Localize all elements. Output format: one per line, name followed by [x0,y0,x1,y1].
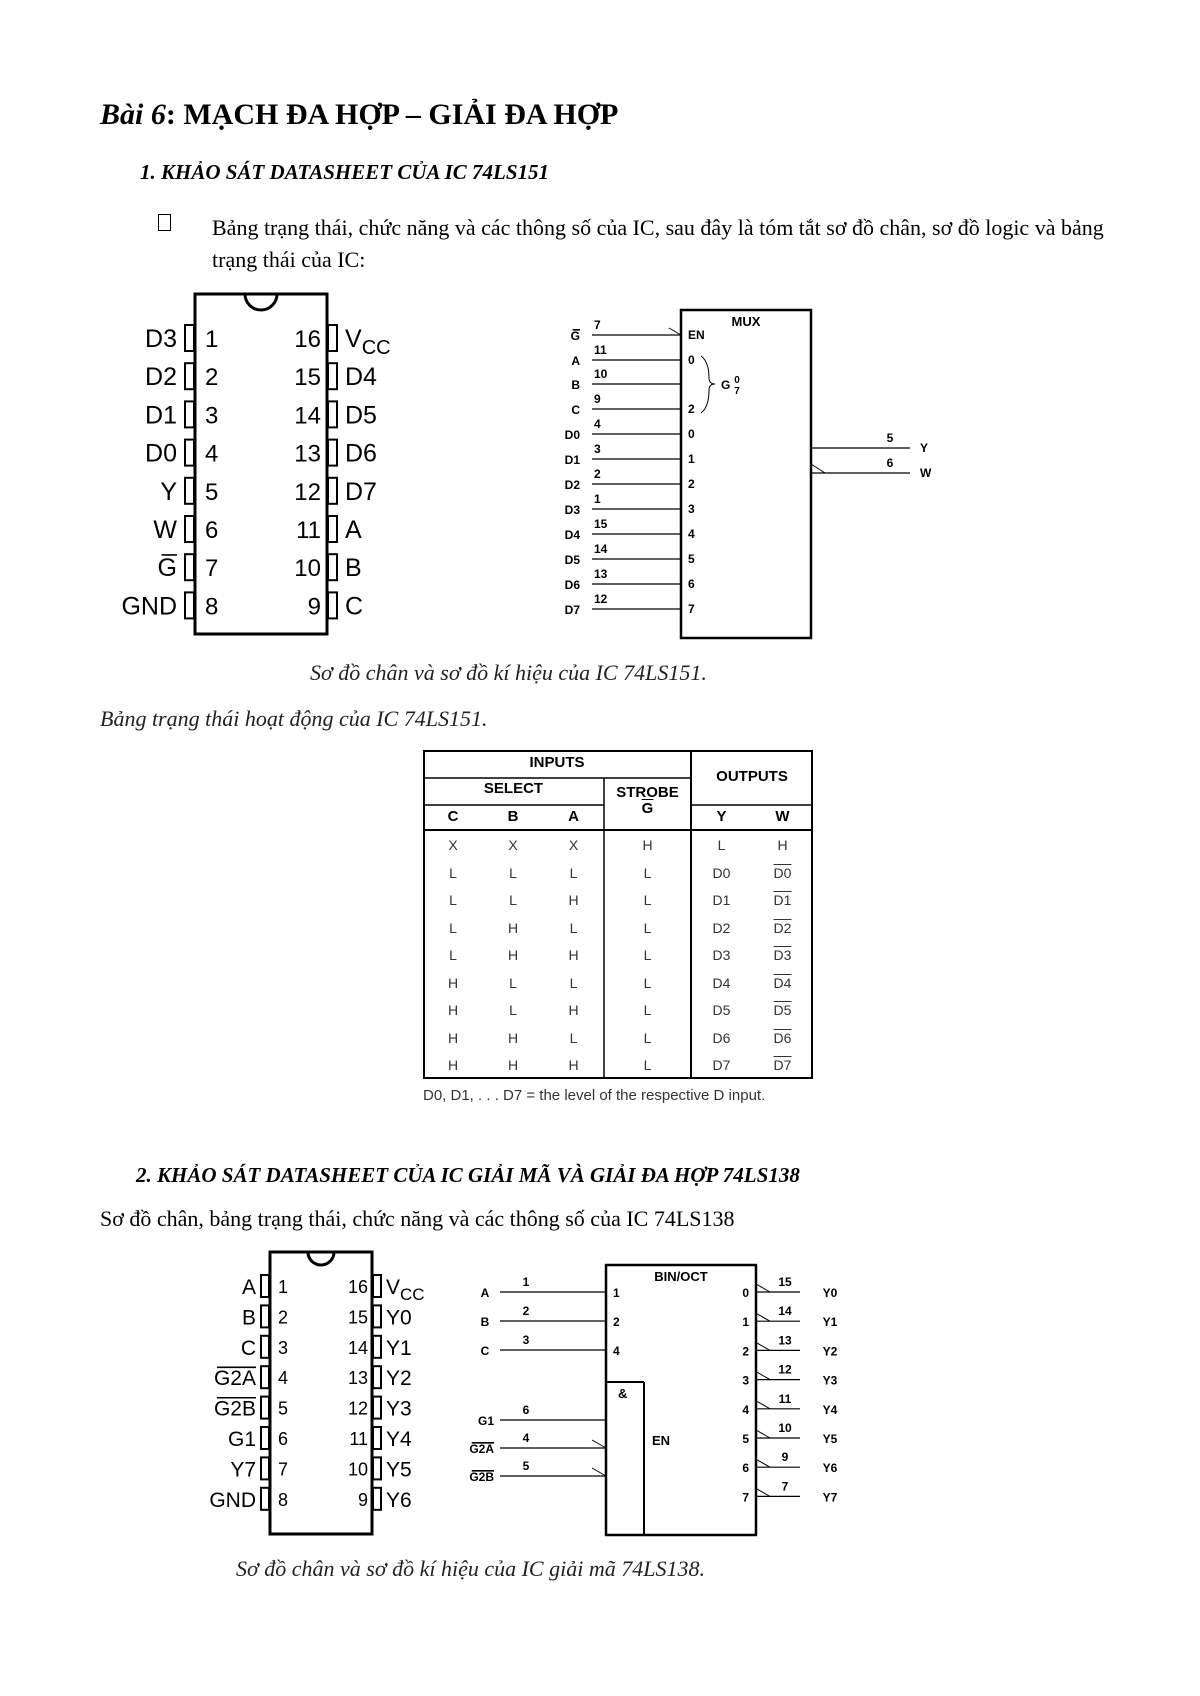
input-pin-number: 3 [594,442,601,456]
output-pin-number: 15 [778,1275,792,1289]
output-label-y2: Y2 [822,1344,838,1359]
negation-marker [669,328,681,335]
pin-number: 9 [357,1489,368,1510]
section1-paragraph: Bảng trạng thái, chức năng và các thông số của IC, sau đây là tóm tắt sơ đồ chân, sơ đồ logic và bảng trạng thái của IC: [212,215,1104,272]
output-inner-label: 3 [742,1373,749,1388]
title-label: Bài 6 [100,98,166,131]
input-label-b: B [571,378,580,392]
input-pin-number: 10 [594,367,608,381]
pin-stub [328,401,337,427]
pin-name-vcc-sub: CC [400,1285,425,1304]
mux-block [681,310,811,638]
output-label-y1: Y1 [822,1315,838,1330]
input-pin-number: 13 [594,567,608,581]
pin-number: 12 [294,478,321,506]
pin-stub [261,1427,269,1449]
output-pin-number: 14 [778,1304,792,1319]
output-pin-number: 13 [778,1333,792,1348]
enable-pin-number: 5 [522,1459,530,1473]
pin-name-gnd: GND [209,1488,256,1512]
pin-name-d6: D6 [345,439,377,468]
input-inner-label: 2 [613,1315,620,1329]
pin-number: 4 [278,1368,289,1389]
input-label-d7: D7 [564,603,580,617]
pin-number: 5 [278,1398,289,1419]
table-cell: D7 [773,1057,792,1073]
pin-number: 6 [205,517,219,544]
output-pin-number: 11 [778,1391,792,1406]
input-inner-label: 7 [688,602,695,616]
pin-name-vcc: $V_{CC}$ [345,325,391,359]
table-cell: H [447,1057,459,1073]
input-pin-number: 2 [522,1304,530,1318]
pin-name-y0: Y0 [386,1306,412,1330]
table-cell: L [643,1029,652,1046]
pin-number: 14 [347,1337,368,1358]
table-cell: L [643,919,652,936]
pin-stub [373,1275,381,1297]
pin-number: 11 [296,517,321,544]
table-cell: L [569,1029,578,1046]
and-label: & [618,1386,628,1401]
pin-stub [373,1336,381,1358]
enable-label-g1: G1 [477,1414,494,1428]
pin-number: 11 [349,1429,368,1449]
ic151-pinout-diagram [100,292,440,647]
table-cell: H [447,1002,459,1018]
enable-pin-number: 4 [522,1431,530,1445]
section1-heading: 1. KHẢO SÁT DATASHEET CỦA IC 74LS151 [140,160,550,184]
pin-number: 1 [205,326,219,353]
input-label-c: C [571,403,580,417]
pin-name-d3: D3 [145,325,177,353]
input-label-d3: D3 [564,503,580,517]
output-label-y0: Y0 [822,1286,838,1300]
table-cell: X [448,837,458,853]
pin-stub [373,1366,381,1388]
table-cell: L [717,837,726,853]
select-header: SELECT [483,780,544,797]
pin-stub [185,325,194,351]
ic138-pinout-diagram [185,1250,455,1540]
output-inner-label: 2 [742,1344,749,1359]
pin-stub [185,516,194,542]
table-cell: L [449,864,457,881]
input-pin-number: 1 [594,492,601,506]
table-cell: D3 [712,947,731,963]
table-caption: Bảng trạng thái hoạt động của IC 74LS151. [100,706,488,731]
input-label-a: A [571,354,580,368]
output-inner-label: 4 [742,1402,749,1417]
input-pin-number: 7 [594,318,601,332]
input-pin-number: 2 [594,467,601,481]
pin-number: 10 [347,1459,368,1480]
table-cell: L [449,947,457,963]
input-pin-number: 3 [522,1333,530,1347]
pin-stub [373,1427,381,1449]
pin-number: 16 [347,1277,368,1297]
table-cell: D1 [712,892,731,908]
table-cell: D6 [712,1029,731,1046]
table-cell: X [508,837,518,853]
section2-paragraph: Sơ đồ chân, bảng trạng thái, chức năng và các thông số của IC 74LS138 [100,1206,735,1231]
table-cell: D4 [712,974,731,991]
pin-name-g2a: G2A [213,1367,256,1391]
table-cell: H [447,974,459,991]
input-label-a: A [480,1286,490,1300]
input-pin-number: 9 [594,392,601,406]
pin-stub [261,1457,269,1479]
input-inner-label: 4 [613,1344,620,1358]
pin-name-d4: D4 [345,363,377,392]
ic138-notch [308,1252,334,1265]
pin-name-g: G [157,554,177,583]
pin-name-y4: Y4 [386,1428,412,1451]
input-inner-label: 1 [688,452,695,466]
output-label-y7: Y7 [822,1490,838,1505]
output-label-y3: Y3 [822,1373,838,1388]
input-pin-number: 14 [594,542,608,556]
output-inner-label: 6 [742,1461,749,1476]
pin-number: 14 [294,402,321,430]
pin-stub [328,554,337,580]
output-inner-label: 7 [742,1490,749,1505]
pin-number: 12 [347,1398,368,1419]
input-inner-label: 6 [688,577,695,591]
pin-name-d2: D2 [145,363,177,392]
pin-number: 7 [205,555,219,583]
output-inner-label: 5 [742,1432,749,1446]
input-inner-label: 2 [688,477,695,491]
pin-number: 2 [278,1307,289,1328]
pin-name-vcc-sub: CC [361,337,391,359]
pin-name-vcc: $V_{CC}$ [386,1276,425,1304]
pin-stub [261,1275,269,1297]
table-cell: H [642,837,653,853]
input-label-d6: D6 [564,578,580,592]
negation-marker [756,1372,770,1380]
pin-stub [185,592,194,618]
table-cell: H [507,1029,519,1046]
select-brace [701,356,715,413]
pin-number: 16 [294,326,321,353]
column-header-c: C [447,808,459,825]
pin-stub [261,1366,269,1388]
output-pin-number: 10 [778,1421,792,1435]
bullet-box-icon [158,214,171,231]
table-cell: L [643,974,652,991]
pin-name-d5: D5 [345,401,377,430]
pin-number: 3 [205,402,219,430]
column-header-a: A [568,808,579,825]
ic151-truth-table [423,750,813,1104]
input-inner-label: 0 [688,427,695,441]
pin-name-y5: Y5 [386,1458,412,1482]
enable-label-g2a: G2A [469,1442,494,1456]
output-pin-number: 6 [886,456,894,470]
pin-name-c: C [240,1336,256,1360]
g-frac-top: 0 [734,375,740,386]
input-inner-label: 3 [688,502,695,516]
pin-stub [261,1336,269,1358]
pin-stub [185,440,194,466]
input-pin-number: 12 [594,592,608,606]
pin-number: 6 [278,1429,289,1449]
table-cell: D5 [712,1002,731,1018]
pin-stub [373,1488,381,1510]
negation-marker [592,1468,606,1476]
table-cell: L [643,864,652,881]
pin-number: 13 [294,440,321,468]
pin-stub [261,1488,269,1510]
output-pin-number: 12 [778,1362,792,1377]
outputs-header: OUTPUTS [716,768,788,785]
table-cell: H [447,1029,459,1046]
pin-number: 9 [307,593,321,621]
table-cell: L [643,947,652,963]
section2-heading: 2. KHẢO SÁT DATASHEET CỦA IC GIẢI MÃ VÀ GIẢI ĐA HỢP 74LS138 [136,1163,800,1187]
table-cell: H [777,837,788,853]
pin-name-d1: D1 [145,401,177,430]
input-pin-number: 1 [522,1275,530,1289]
pin-number: 1 [278,1277,289,1297]
table-cell: H [507,919,519,936]
negation-marker [756,1342,770,1350]
input-label-d4: D4 [564,528,580,542]
pin-number: 10 [294,555,321,583]
pin-stub [185,401,194,427]
table-cell: D0 [773,864,792,881]
column-header-b: B [507,808,519,825]
table-cell: L [569,864,578,881]
enable-label-g2b: G2B [469,1470,494,1484]
table-cell: D3 [773,947,792,963]
pin-stub [185,554,194,580]
page-title [100,98,618,132]
pin-name-g1: G1 [227,1428,256,1451]
pin-stub [261,1305,269,1327]
output-pin-number: 5 [886,431,894,445]
table-cell: D6 [773,1029,792,1046]
negation-marker [756,1313,770,1321]
table-cell: L [569,919,578,936]
pin-name-gnd: GND [121,592,177,621]
input-inner-label: EN [688,328,705,342]
figure2-caption: Sơ đồ chân và sơ đồ kí hiệu của IC giải mã 74LS138. [236,1556,705,1581]
table-cell: L [643,892,652,908]
table-cell: D1 [773,892,792,908]
table-cell: D7 [712,1057,731,1073]
ic151-logic-symbol [550,300,970,645]
pin-stub [328,325,337,351]
input-label-g: G [570,329,580,343]
figure1-caption: Sơ đồ chân và sơ đồ kí hiệu của IC 74LS151. [310,660,707,685]
column-header-w: W [775,808,790,825]
ic138-logic-symbol [469,1262,860,1542]
output-label-y4: Y4 [822,1402,838,1417]
table-cell: L [509,1002,517,1018]
input-label-d5: D5 [564,553,580,567]
table-cell: D2 [773,919,792,936]
pin-number: 4 [205,440,219,468]
negation-marker [756,1459,770,1467]
table-cell: L [569,974,578,991]
pin-name-d7: D7 [345,477,377,506]
input-inner-label: 5 [688,552,695,566]
input-label-d2: D2 [564,478,580,492]
pin-name-y6: Y6 [386,1488,412,1512]
pin-stub [328,592,337,618]
pin-number: 8 [278,1489,289,1510]
input-label-d0: D0 [564,428,580,442]
table-cell: D4 [773,974,792,991]
input-inner-label: 0 [688,353,695,367]
pin-name-b: B [241,1306,256,1330]
column-header-g: $\overline{G}$ [641,800,654,817]
pin-number: 15 [294,364,321,392]
pin-stub [373,1397,381,1419]
output-label-w: W [920,466,932,480]
table-cell: H [568,947,579,963]
table-cell: L [509,974,517,991]
pin-name-d0: D0 [145,439,177,468]
negation-marker [756,1401,770,1409]
strobe-header: STROBE [616,784,679,801]
pin-number: 3 [278,1337,289,1358]
pin-name-b: B [345,554,362,583]
table-cell: H [568,1002,579,1018]
g-label: G [721,378,731,392]
output-label-y6: Y6 [822,1461,838,1476]
output-pin-number: 7 [781,1479,789,1494]
pin-name-g2b: G2B [213,1397,256,1421]
input-label-c: C [480,1344,490,1358]
negation-marker [756,1488,770,1496]
pin-stub [328,478,337,504]
pin-stub [328,440,337,466]
pin-stub [328,363,337,389]
pin-number: 5 [205,478,219,506]
table-cell: L [643,1057,652,1073]
table-cell: L [509,892,517,908]
negation-marker [756,1430,770,1438]
pin-name-y3: Y3 [386,1397,412,1421]
pin-name-y1: Y1 [386,1336,412,1360]
table-cell: L [509,864,517,881]
output-pin-number: 9 [781,1450,789,1465]
pin-name-w: W [153,516,177,544]
input-inner-label: 4 [688,527,695,541]
pin-stub [261,1397,269,1419]
pin-stub [328,516,337,542]
decoder-label: BIN/OCT [654,1269,708,1284]
decoder-block [606,1265,756,1535]
input-inner-label: 1 [613,1286,620,1300]
table-cell: X [568,837,579,853]
output-inner-label: 0 [742,1286,749,1300]
pin-number: 7 [278,1459,289,1480]
pin-stub [373,1305,381,1327]
input-pin-number: 15 [594,517,608,531]
pin-number: 8 [205,593,219,621]
table-cell: D2 [712,919,731,936]
output-inner-label: 1 [742,1315,749,1330]
table-cell: H [507,947,519,963]
pin-stub [373,1457,381,1479]
negation-marker [592,1440,606,1448]
title-text: MẠCH ĐA HỢP – GIẢI ĐA HỢP [183,98,619,131]
pin-stub [185,478,194,504]
table-cell: D0 [712,864,731,881]
table-cell: H [568,892,579,908]
input-pin-number: 11 [594,343,607,357]
input-inner-label: 2 [688,402,695,416]
table-cell: H [568,1057,579,1073]
pin-name-y: Y [160,477,177,506]
title-separator: : [165,98,184,131]
pin-number: 15 [347,1307,368,1328]
g-frac-bottom: 7 [734,386,740,397]
pin-name-c: C [345,592,364,621]
pin-stub [185,363,194,389]
pin-name-y2: Y2 [386,1367,412,1391]
inputs-header: INPUTS [529,754,585,771]
pin-name-y7: Y7 [230,1458,256,1482]
mux-label: MUX [731,314,761,329]
table-cell: L [449,892,457,908]
table-cell: L [643,1002,652,1018]
negation-marker [811,464,825,473]
output-label-y5: Y5 [822,1432,838,1446]
output-label-y: Y [920,441,929,455]
column-header-y: Y [716,808,727,825]
pin-name-a: A [241,1276,256,1299]
enable-pin-number: 6 [522,1403,530,1417]
pin-name-a: A [345,516,362,544]
input-pin-number: 4 [594,417,601,431]
en-label: EN [652,1433,671,1448]
pin-number: 13 [347,1368,368,1389]
input-label-d1: D1 [564,453,580,467]
ic151-notch [245,294,277,310]
table-cell: L [449,919,457,936]
truth-table-note: D0, D1, . . . D7 = the level of the respective D input. [423,1087,766,1104]
negation-marker [756,1284,770,1292]
table-cell: H [507,1057,519,1073]
pin-number: 2 [205,364,219,392]
table-cell: D5 [773,1002,792,1018]
input-label-b: B [480,1315,490,1329]
